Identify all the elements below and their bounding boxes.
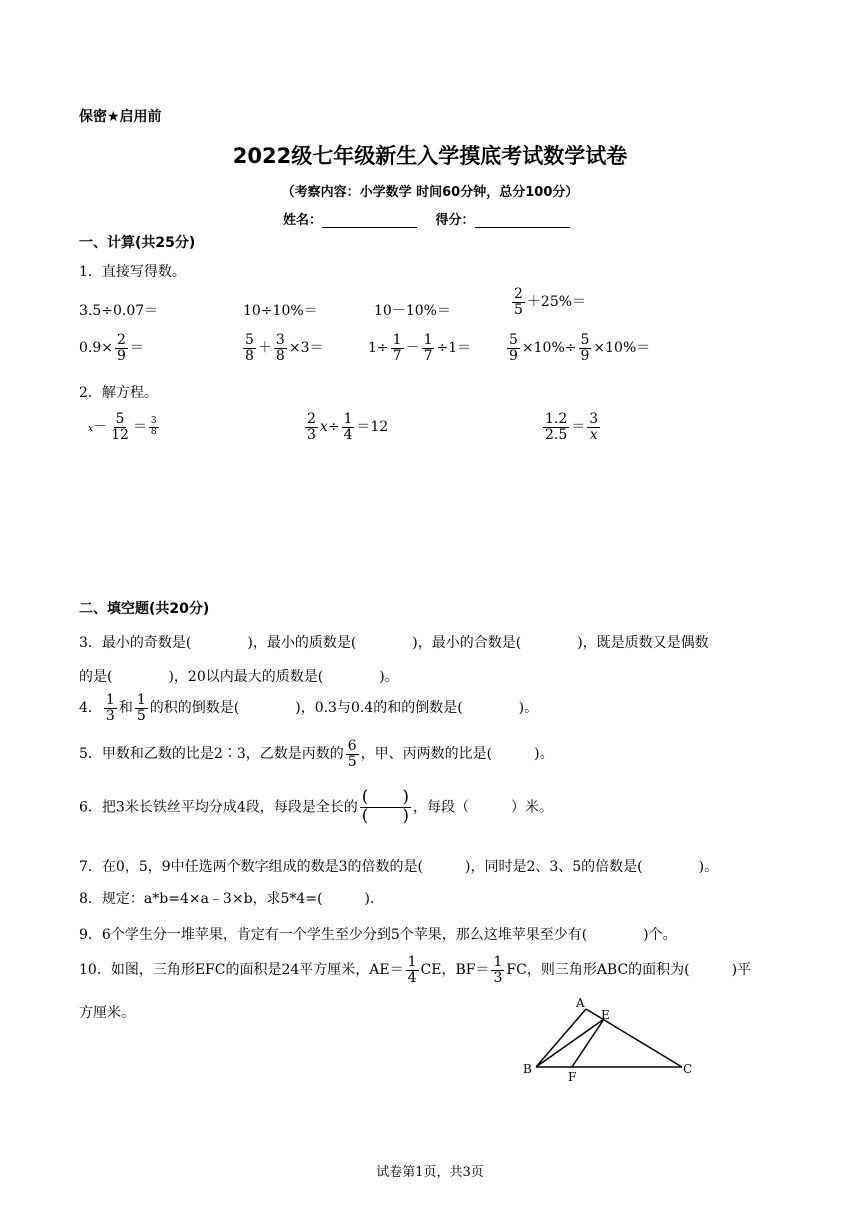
label-e: E [601, 1008, 610, 1022]
fraction: $\frac{1}{3}$ [105, 692, 115, 724]
fraction: $\frac{1}{5}$ [136, 692, 146, 724]
page-title: 2022级七年级新生入学摸底考试数学试卷 [232, 144, 628, 168]
page-footer: 试卷第1页，共3页 [376, 1165, 484, 1180]
section1-heading: 一、计算(共25分) [79, 235, 196, 251]
name-field[interactable] [322, 213, 417, 228]
calc-8: $\frac{5}{9}$ ×10%÷ $\frac{5}{9}$ ×10%＝ [509, 332, 651, 364]
equation-1: x－ $\frac{5}{12}$ ＝ $\frac{3}{8}$ [88, 411, 157, 443]
label-c: C [683, 1062, 693, 1076]
name-label: 姓名： [283, 213, 323, 228]
exam-subtitle: （考察内容：小学数学 时间60分钟，总分100分） [281, 185, 579, 200]
fraction: $\frac{2}{5}$ [514, 286, 523, 318]
q5: 5．甲数和乙数的比是2∶3，乙数是丙数的 $\frac{6}{5}$ ，甲、丙两数的比是( )。 [79, 738, 554, 770]
q10-line2: 方厘米。 [79, 1005, 135, 1021]
fraction: $\frac{5}{12}$ [111, 411, 129, 443]
equation-3: $\frac{1.2}{2.5}$ ＝ $\frac{3}{x}$ [545, 411, 599, 443]
label-f: F [568, 1070, 577, 1084]
section2-heading: 二、填空题(共20分) [79, 601, 210, 617]
q3-line1: 3．最小的奇数是( )，最小的质数是( )，最小的合数是( )，既是质数又是偶数 [79, 635, 709, 651]
fraction: $\frac{1}{3}$ [493, 954, 503, 986]
q7: 7．在0，5，9中任选两个数字组成的数是3的倍数的是( )，同时是2、3、5的倍数是( )。 [79, 859, 719, 875]
calc-4: $\frac{2}{5}$ ＋25%＝ [514, 286, 587, 318]
calc-5: 0.9× $\frac{2}{9}$ ＝ [79, 332, 144, 364]
fraction: $\frac{1}{4}$ [343, 411, 353, 443]
name-score-row [283, 209, 584, 228]
fraction-blank[interactable]: $\frac{( )}{( )}$ [361, 787, 409, 826]
fraction: $\frac{1}{7}$ [392, 332, 402, 364]
label-a: A [576, 996, 585, 1010]
calc-7: 1÷ $\frac{1}{7}$ － $\frac{1}{7}$ ÷1＝ [368, 332, 472, 364]
q10: 10．如图，三角形EFC的面积是24平方厘米，AE＝ $\frac{1}{4}$ CE，BF＝ $\frac{1}{3}$ FC，则三角形ABC的面积为( )平 [79, 954, 752, 986]
q4: 4． $\frac{1}{3}$ 和 $\frac{1}{5}$ 的积的倒数是( )，0.3与0.4的和的倒数是( )。 [79, 692, 539, 724]
label-b: B [523, 1062, 532, 1076]
calc-1: 3.5÷0.07＝ [79, 303, 159, 319]
fraction: $\frac{1}{7}$ [423, 332, 433, 364]
fraction: $\frac{2}{9}$ [117, 332, 126, 364]
fraction: $\frac{5}{9}$ [580, 332, 590, 364]
calc-6: $\frac{5}{8}$ ＋ $\frac{3}{8}$ ×3＝ [245, 332, 324, 364]
fraction: $\frac{3}{8}$ [150, 416, 157, 437]
q3-line2: 的是( )，20以内最大的质数是( )。 [79, 669, 399, 685]
triangle-figure [518, 995, 698, 1085]
fraction: $\frac{6}{5}$ [347, 738, 357, 770]
calc-2: 10÷10%＝ [243, 303, 318, 319]
fraction: $\frac{5}{9}$ [509, 332, 518, 364]
fraction: $\frac{2}{3}$ [307, 411, 316, 443]
fraction: $\frac{1}{4}$ [407, 954, 417, 986]
fraction: $\frac{5}{8}$ [245, 332, 254, 364]
confidential-label: 保密★启用前 [79, 109, 162, 125]
q6: 6．把3米长铁丝平均分成4段，每段是全长的 $\frac{( )}{( )}$ ，每段（ ）米。 [79, 787, 553, 826]
fraction: $\frac{3}{x}$ [589, 411, 599, 443]
fraction: $\frac{3}{8}$ [275, 332, 285, 364]
fraction: $\frac{1.2}{2.5}$ [545, 411, 568, 443]
q1-label: 1．直接写得数。 [79, 264, 186, 280]
score-field[interactable] [475, 213, 570, 228]
score-label: 得分： [435, 213, 475, 228]
equation-2: $\frac{2}{3}$ x÷ $\frac{1}{4}$ ＝12 [307, 411, 389, 443]
calc-3: 10－10%＝ [374, 303, 451, 319]
q9: 9．6个学生分一堆苹果，肯定有一个学生至少分到5个苹果，那么这堆苹果至少有( )个。 [79, 927, 677, 943]
q8: 8．规定：a*b=4×a﹣3×b，求5*4=( )． [79, 891, 384, 907]
q2-label: 2．解方程。 [79, 385, 158, 401]
